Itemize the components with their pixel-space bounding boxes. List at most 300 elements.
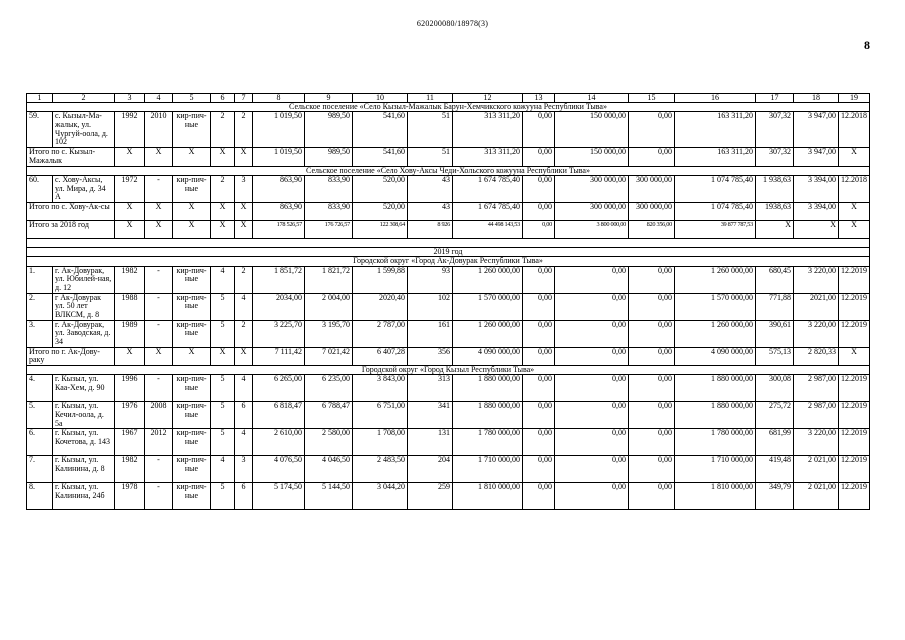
table-cell: 0,00	[629, 456, 675, 483]
table-cell: 771,88	[756, 293, 794, 320]
spacer-row	[27, 239, 870, 248]
column-number: 14	[555, 94, 629, 103]
section-title: Городской округ «Город Кызыл Республики Тыва»	[27, 366, 870, 375]
total-label: Итого по г. Ак-Дову-раку	[27, 347, 115, 365]
table-cell: 5	[211, 402, 235, 429]
table-cell: кир-пич-ные	[173, 375, 211, 402]
table-cell: X	[115, 221, 145, 239]
table-cell: 1 674 785,40	[453, 203, 523, 221]
table-cell: X	[211, 148, 235, 166]
table-cell: 2 021,00	[794, 456, 839, 483]
section-title: 2019 год	[27, 248, 870, 257]
table-cell: 2008	[145, 402, 173, 429]
table-cell: 2 483,50	[353, 456, 408, 483]
table-row	[27, 293, 870, 320]
table-cell: -	[145, 176, 173, 203]
table-cell: кир-пич-ные	[173, 293, 211, 320]
table-cell: 0,00	[523, 456, 555, 483]
table-cell: 4	[235, 375, 253, 402]
table-cell: 178 526,57	[253, 221, 305, 239]
total-row	[27, 203, 870, 221]
table-cell: 5	[211, 320, 235, 347]
table-cell: 0,00	[555, 402, 629, 429]
table-cell: 3 394,00	[794, 203, 839, 221]
table-cell: 43	[408, 176, 453, 203]
table-cell: 163 311,20	[675, 148, 756, 166]
table-cell: 1 710 000,00	[453, 456, 523, 483]
table-cell: 12.2019	[839, 320, 870, 347]
table-cell: X	[145, 221, 173, 239]
table-cell: 0,00	[629, 148, 675, 166]
table-cell: 44 498 143,53	[453, 221, 523, 239]
table-cell: 307,32	[756, 112, 794, 148]
page-number: 8	[864, 38, 870, 52]
table-cell: 1 880 000,00	[675, 402, 756, 429]
table-cell: 2020,40	[353, 293, 408, 320]
table-cell: 1 710 000,00	[675, 456, 756, 483]
table-cell: 541,60	[353, 112, 408, 148]
table-cell: 6	[235, 402, 253, 429]
table-cell: г. Кызыл, ул. Каа-Хем, д. 90	[53, 375, 115, 402]
table-cell: 1 708,00	[353, 429, 408, 456]
table-cell: 2 787,00	[353, 320, 408, 347]
table-cell: 150 000,00	[555, 112, 629, 148]
table-cell: 2 580,00	[305, 429, 353, 456]
section-title: Сельское поселение «Село Хову-Аксы Чеди-Хольского кожууна Республики Тыва»	[27, 166, 870, 175]
column-number: 11	[408, 94, 453, 103]
table-cell: X	[173, 347, 211, 365]
table-cell: 1 880 000,00	[453, 402, 523, 429]
column-number: 9	[305, 94, 353, 103]
total-label: Итого по с. Хову-Ак-сы	[27, 203, 115, 221]
table-cell: 833,90	[305, 176, 353, 203]
table-cell: 0,00	[555, 347, 629, 365]
table-row	[27, 266, 870, 293]
total-label: Итого за 2018 год	[27, 221, 115, 239]
table-cell: 8.	[27, 483, 53, 510]
column-number: 13	[523, 94, 555, 103]
table-cell: 1982	[115, 266, 145, 293]
column-number: 16	[675, 94, 756, 103]
table-cell: 1 599,88	[353, 266, 408, 293]
table-cell: -	[145, 456, 173, 483]
table-cell: 0,00	[629, 402, 675, 429]
table-cell: 6 818,47	[253, 402, 305, 429]
table-cell: 863,90	[253, 203, 305, 221]
column-number: 2	[53, 94, 115, 103]
table-cell: с. Хову-Аксы, ул. Мира, д. 34 А	[53, 176, 115, 203]
table-cell: 1988	[115, 293, 145, 320]
table-cell: 2 021,00	[794, 483, 839, 510]
table-cell: 1 260 000,00	[453, 266, 523, 293]
table-cell: 6 751,00	[353, 402, 408, 429]
table-cell: 0,00	[629, 320, 675, 347]
table-cell: 3 947,00	[794, 148, 839, 166]
total-row	[27, 148, 870, 166]
table-cell: 176 726,57	[305, 221, 353, 239]
table-cell: 0,00	[523, 148, 555, 166]
table-cell: 3	[235, 176, 253, 203]
table-cell: 300 000,00	[555, 176, 629, 203]
table-cell: 1 019,50	[253, 112, 305, 148]
table-cell: 39 877 787,53	[675, 221, 756, 239]
table-cell: 12.2019	[839, 456, 870, 483]
table-cell: 300 000,00	[629, 176, 675, 203]
table-cell: 4	[211, 456, 235, 483]
table-cell: 6 407,28	[353, 347, 408, 365]
table-cell: 131	[408, 429, 453, 456]
table-cell: 5.	[27, 402, 53, 429]
table-cell: 12.2019	[839, 429, 870, 456]
table-cell: 1 074 785,40	[675, 176, 756, 203]
table-cell: 51	[408, 112, 453, 148]
table-row	[27, 375, 870, 402]
table-cell: 93	[408, 266, 453, 293]
table-cell: 1972	[115, 176, 145, 203]
table-cell: 2034,00	[253, 293, 305, 320]
table-cell: 0,00	[555, 429, 629, 456]
table-cell: кир-пич-ные	[173, 456, 211, 483]
table-cell: 1978	[115, 483, 145, 510]
column-number: 5	[173, 94, 211, 103]
table-cell: 1996	[115, 375, 145, 402]
table-cell: X	[235, 221, 253, 239]
table-cell: г Ак-Довурак ул. 50 лет ВЛКСМ, д. 8	[53, 293, 115, 320]
table-cell: с. Кызыл-Ма-жалык, ул. Чургуй-оола, д. 102	[53, 112, 115, 148]
table-cell: X	[756, 221, 794, 239]
section-header-row	[27, 103, 870, 112]
table-cell: 122 308,64	[353, 221, 408, 239]
table-body	[27, 94, 870, 510]
column-number: 12	[453, 94, 523, 103]
table-cell: г. Кызыл, ул. Калинина, 24б	[53, 483, 115, 510]
table-cell: 275,72	[756, 402, 794, 429]
table-cell: 51	[408, 148, 453, 166]
table-cell: X	[839, 148, 870, 166]
table-cell: 6.	[27, 429, 53, 456]
table-cell: 0,00	[523, 112, 555, 148]
table-cell: 3 220,00	[794, 320, 839, 347]
table-cell: 1.	[27, 266, 53, 293]
table-cell: 0,00	[523, 320, 555, 347]
table-cell: X	[211, 347, 235, 365]
table-cell: 5	[211, 483, 235, 510]
table-cell: 1 260 000,00	[453, 320, 523, 347]
table-cell: 0,00	[523, 176, 555, 203]
table-cell: 0,00	[523, 347, 555, 365]
table-cell: 3 843,00	[353, 375, 408, 402]
table-cell: г. Кызыл, ул. Калинина, д. 8	[53, 456, 115, 483]
table-cell: 1 674 785,40	[453, 176, 523, 203]
table-cell: 163 311,20	[675, 112, 756, 148]
table-cell: 0,00	[555, 483, 629, 510]
table-cell: 5	[211, 293, 235, 320]
table-cell: кир-пич-ные	[173, 320, 211, 347]
table-cell: 0,00	[629, 112, 675, 148]
table-cell: 1 880 000,00	[675, 375, 756, 402]
table-cell: 0,00	[523, 429, 555, 456]
table-cell: 6	[235, 483, 253, 510]
table-cell: 541,60	[353, 148, 408, 166]
table-cell: X	[235, 148, 253, 166]
table-row	[27, 402, 870, 429]
table-cell: 259	[408, 483, 453, 510]
section-header-row	[27, 257, 870, 266]
table-cell: 0,00	[629, 429, 675, 456]
table-cell: X	[173, 148, 211, 166]
table-cell: 0,00	[629, 293, 675, 320]
table-cell: 7 021,42	[305, 347, 353, 365]
table-cell: -	[145, 320, 173, 347]
table-cell: 5 174,50	[253, 483, 305, 510]
table-cell: 12.2018	[839, 176, 870, 203]
table-cell: 2	[235, 112, 253, 148]
table-cell: X	[211, 203, 235, 221]
table-cell: 0,00	[523, 221, 555, 239]
column-number: 10	[353, 94, 408, 103]
table-cell: 3 225,70	[253, 320, 305, 347]
table-cell: 4 076,50	[253, 456, 305, 483]
table-cell: X	[145, 203, 173, 221]
table-row	[27, 429, 870, 456]
table-cell: 4	[235, 429, 253, 456]
table-cell: 0,00	[555, 456, 629, 483]
table-cell: X	[115, 347, 145, 365]
table-cell: X	[145, 347, 173, 365]
table-cell: 520,00	[353, 203, 408, 221]
table-cell: 1 570 000,00	[675, 293, 756, 320]
table-cell: 2 820,33	[794, 347, 839, 365]
column-number: 17	[756, 94, 794, 103]
table-cell: 313 311,20	[453, 148, 523, 166]
table-cell: 2 610,00	[253, 429, 305, 456]
table-cell: X	[173, 221, 211, 239]
total-row	[27, 221, 870, 239]
table-cell: 1 810 000,00	[675, 483, 756, 510]
table-cell: X	[115, 148, 145, 166]
table-cell: 300 000,00	[555, 203, 629, 221]
table-cell: 150 000,00	[555, 148, 629, 166]
table-cell: 6 788,47	[305, 402, 353, 429]
table-cell: X	[145, 148, 173, 166]
table-row	[27, 112, 870, 148]
table-cell: 3 800 000,00	[555, 221, 629, 239]
table-cell: X	[173, 203, 211, 221]
table-cell: 0,00	[555, 293, 629, 320]
table-cell: кир-пич-ные	[173, 402, 211, 429]
table-cell: 5	[211, 429, 235, 456]
table-cell: 3.	[27, 320, 53, 347]
table-cell: 3 394,00	[794, 176, 839, 203]
table-cell: 313	[408, 375, 453, 402]
table-row	[27, 176, 870, 203]
table-cell: 4	[235, 293, 253, 320]
data-table	[26, 93, 870, 510]
table-cell: 6 265,00	[253, 375, 305, 402]
table-cell: 0,00	[523, 266, 555, 293]
table-cell: 1 019,50	[253, 148, 305, 166]
table-cell: 1967	[115, 429, 145, 456]
table-cell: 12.2019	[839, 402, 870, 429]
table-cell: 3 195,70	[305, 320, 353, 347]
section-header-row	[27, 166, 870, 175]
table-cell: 1989	[115, 320, 145, 347]
table-cell: X	[211, 221, 235, 239]
column-number: 6	[211, 94, 235, 103]
column-number: 1	[27, 94, 53, 103]
column-number: 7	[235, 94, 253, 103]
table-cell: 0,00	[629, 347, 675, 365]
table-cell: 60.	[27, 176, 53, 203]
table-cell: -	[145, 483, 173, 510]
column-number: 4	[145, 94, 173, 103]
table-cell: 12.2019	[839, 293, 870, 320]
table-cell: 4	[211, 266, 235, 293]
table-cell: 1976	[115, 402, 145, 429]
table-cell: 1 851,72	[253, 266, 305, 293]
table-cell: 1992	[115, 112, 145, 148]
table-cell: X	[839, 347, 870, 365]
table-cell: 12.2019	[839, 375, 870, 402]
section-title: Городской округ «Город Ак-Довурак Республики Тыва»	[27, 257, 870, 266]
table-cell: 0,00	[629, 483, 675, 510]
table-cell: 0,00	[555, 266, 629, 293]
table-cell: 2021,00	[794, 293, 839, 320]
table-cell: 820 356,00	[629, 221, 675, 239]
total-label: Итого по с. Кызыл-Мажалык	[27, 148, 115, 166]
table-cell: 863,90	[253, 176, 305, 203]
table-cell: 204	[408, 456, 453, 483]
table-cell: 681,99	[756, 429, 794, 456]
table-cell: 0,00	[555, 375, 629, 402]
table-cell: X	[235, 347, 253, 365]
table-cell: г. Ак-Довурак, ул. Заводская, д. 34	[53, 320, 115, 347]
table-cell: 102	[408, 293, 453, 320]
table-cell: 4 090 000,00	[675, 347, 756, 365]
table-row	[27, 483, 870, 510]
table-cell: 2 987,00	[794, 402, 839, 429]
table-cell: 2012	[145, 429, 173, 456]
table-cell: 2	[211, 112, 235, 148]
table-cell: 0,00	[629, 266, 675, 293]
table-cell: 390,61	[756, 320, 794, 347]
table-cell: г. Ак-Довурак, ул. Юбилей-ная, д. 12	[53, 266, 115, 293]
column-number: 18	[794, 94, 839, 103]
table-cell: 3 947,00	[794, 112, 839, 148]
table-cell: 2010	[145, 112, 173, 148]
total-row	[27, 347, 870, 365]
table-cell: 7 111,42	[253, 347, 305, 365]
table-cell: -	[145, 293, 173, 320]
table-cell: 520,00	[353, 176, 408, 203]
table-cell: 1 260 000,00	[675, 266, 756, 293]
table-cell: 680,45	[756, 266, 794, 293]
table-cell: 3	[235, 456, 253, 483]
table-cell: X	[794, 221, 839, 239]
table-cell: 1 938,63	[756, 176, 794, 203]
section-title: Сельское поселение «Село Кызыл-Мажалык Барун-Хемчикского кожууна Республики Тыва»	[27, 103, 870, 112]
table-cell: X	[839, 221, 870, 239]
table-cell: 6 235,00	[305, 375, 353, 402]
table-cell: 2	[235, 266, 253, 293]
table-cell: 5	[211, 375, 235, 402]
table-cell: 4.	[27, 375, 53, 402]
table-cell: 3 220,00	[794, 266, 839, 293]
table-cell: -	[145, 375, 173, 402]
table-cell: 4 046,50	[305, 456, 353, 483]
table-cell: 43	[408, 203, 453, 221]
table-cell: 0,00	[523, 293, 555, 320]
table-cell: 1 821,72	[305, 266, 353, 293]
table-cell: 307,32	[756, 148, 794, 166]
table-cell: X	[235, 203, 253, 221]
table-cell: 5 144,50	[305, 483, 353, 510]
table-cell: 3 220,00	[794, 429, 839, 456]
table-row	[27, 320, 870, 347]
table-cell: 2	[211, 176, 235, 203]
table-cell: 989,50	[305, 148, 353, 166]
table-cell: г. Кызыл, ул. Кечил-оола, д. 5а	[53, 402, 115, 429]
table-cell: кир-пич-ные	[173, 483, 211, 510]
column-number: 3	[115, 94, 145, 103]
table-cell: 2.	[27, 293, 53, 320]
section-header-row	[27, 248, 870, 257]
table-cell: кир-пич-ные	[173, 266, 211, 293]
column-number-row	[27, 94, 870, 103]
document-id: 620200080/18978(3)	[416, 19, 489, 28]
table-cell: 1 880 000,00	[453, 375, 523, 402]
table-cell: 12.2019	[839, 483, 870, 510]
table-cell: 59.	[27, 112, 53, 148]
table-cell: 2 004,00	[305, 293, 353, 320]
column-number: 15	[629, 94, 675, 103]
table-cell: 12.2019	[839, 266, 870, 293]
table-cell: 0,00	[629, 375, 675, 402]
table-cell: 349,79	[756, 483, 794, 510]
table-cell: 1 074 785,40	[675, 203, 756, 221]
table-cell: 1 780 000,00	[675, 429, 756, 456]
table-cell: 0,00	[523, 375, 555, 402]
table-cell: 313 311,20	[453, 112, 523, 148]
table-cell: 1938,63	[756, 203, 794, 221]
section-header-row	[27, 366, 870, 375]
column-number: 8	[253, 94, 305, 103]
table-cell: 419,48	[756, 456, 794, 483]
table-cell: 1 570 000,00	[453, 293, 523, 320]
table-cell: 341	[408, 402, 453, 429]
table-cell: г. Кызыл, ул. Кочетова, д. 143	[53, 429, 115, 456]
table-cell: 0,00	[555, 320, 629, 347]
table-cell: 12.2018	[839, 112, 870, 148]
table-cell: 0,00	[523, 402, 555, 429]
table-cell: 575,13	[756, 347, 794, 365]
table-row	[27, 456, 870, 483]
spacer-cell	[27, 239, 870, 248]
table-cell: 1 780 000,00	[453, 429, 523, 456]
table-cell: X	[839, 203, 870, 221]
table-cell: 7.	[27, 456, 53, 483]
table-cell: 0,00	[523, 483, 555, 510]
table-cell: -	[145, 266, 173, 293]
table-cell: X	[115, 203, 145, 221]
table-cell: 1 260 000,00	[675, 320, 756, 347]
table-cell: 356	[408, 347, 453, 365]
table-cell: 1 810 000,00	[453, 483, 523, 510]
column-number: 19	[839, 94, 870, 103]
table-cell: 1982	[115, 456, 145, 483]
table-cell: кир-пич-ные	[173, 176, 211, 203]
table-cell: 161	[408, 320, 453, 347]
